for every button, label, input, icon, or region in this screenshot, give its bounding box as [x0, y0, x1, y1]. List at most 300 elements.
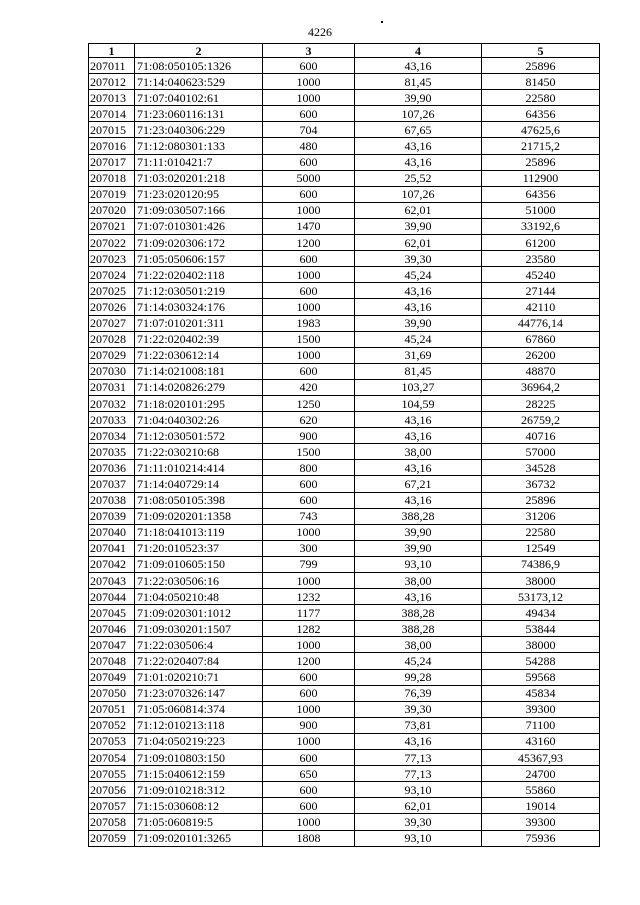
- table-row: [89, 218, 600, 234]
- rate-cell: 39,90: [355, 90, 482, 106]
- row-id-cell: 207013: [89, 90, 135, 106]
- cadastral-number-cell: 71:14:021008:181: [135, 363, 263, 379]
- row-id-cell: 207057: [89, 798, 135, 814]
- table-row: [89, 621, 600, 637]
- cadastral-number-cell: 71:12:030501:572: [135, 428, 263, 444]
- value-cell: 22580: [482, 90, 600, 106]
- value-cell: 28225: [482, 395, 600, 411]
- row-id-cell: 207026: [89, 299, 135, 315]
- row-id-cell: 207053: [89, 733, 135, 749]
- table-row: [89, 395, 600, 411]
- rate-cell: 45,24: [355, 267, 482, 283]
- table-row: [89, 186, 600, 202]
- value-cell: 44776,14: [482, 315, 600, 331]
- area-cell: 600: [263, 58, 355, 74]
- area-cell: 600: [263, 476, 355, 492]
- table-row: [89, 573, 600, 589]
- table-row: [89, 782, 600, 798]
- column-header: 4: [355, 44, 482, 58]
- cadastral-number-cell: 71:09:010803:150: [135, 750, 263, 766]
- row-id-cell: 207022: [89, 235, 135, 251]
- cadastral-number-cell: 71:23:020120:95: [135, 186, 263, 202]
- row-id-cell: 207034: [89, 428, 135, 444]
- value-cell: 49434: [482, 605, 600, 621]
- area-cell: 704: [263, 122, 355, 138]
- area-cell: 1000: [263, 573, 355, 589]
- value-cell: 33192,6: [482, 218, 600, 234]
- rate-cell: 43,16: [355, 492, 482, 508]
- value-cell: 51000: [482, 202, 600, 218]
- cadastral-number-cell: 71:08:050105:1326: [135, 58, 263, 74]
- rate-cell: 104,59: [355, 395, 482, 411]
- value-cell: 53844: [482, 621, 600, 637]
- table-row: [89, 347, 600, 363]
- rate-cell: 107,26: [355, 186, 482, 202]
- row-id-cell: 207027: [89, 315, 135, 331]
- cadastral-number-cell: 71:18:041013:119: [135, 524, 263, 540]
- cadastral-number-cell: 71:09:020306:172: [135, 235, 263, 251]
- value-cell: 22580: [482, 524, 600, 540]
- rate-cell: 388,28: [355, 508, 482, 524]
- cadastral-number-cell: 71:09:020101:3265: [135, 830, 263, 846]
- cadastral-number-cell: 71:09:030201:1507: [135, 621, 263, 637]
- row-id-cell: 207011: [89, 58, 135, 74]
- table-row: [89, 58, 600, 74]
- area-cell: 600: [263, 363, 355, 379]
- table-body: [89, 58, 600, 847]
- cadastral-number-cell: 71:22:030612:14: [135, 347, 263, 363]
- value-cell: 36732: [482, 476, 600, 492]
- row-id-cell: 207015: [89, 122, 135, 138]
- rate-cell: 38,00: [355, 444, 482, 460]
- value-cell: 112900: [482, 170, 600, 186]
- table-row: [89, 701, 600, 717]
- area-cell: 1808: [263, 830, 355, 846]
- data-table: [88, 43, 600, 847]
- cadastral-number-cell: 71:09:030507:166: [135, 202, 263, 218]
- cadastral-number-cell: 71:09:010218:312: [135, 782, 263, 798]
- rate-cell: 43,16: [355, 154, 482, 170]
- row-id-cell: 207049: [89, 669, 135, 685]
- table-row: [89, 202, 600, 218]
- area-cell: 620: [263, 412, 355, 428]
- cadastral-number-cell: 71:05:050606:157: [135, 251, 263, 267]
- area-cell: 1282: [263, 621, 355, 637]
- row-id-cell: 207019: [89, 186, 135, 202]
- row-id-cell: 207044: [89, 589, 135, 605]
- table-row: [89, 524, 600, 540]
- area-cell: 743: [263, 508, 355, 524]
- row-id-cell: 207048: [89, 653, 135, 669]
- column-header: 3: [263, 44, 355, 58]
- cadastral-number-cell: 71:12:030501:219: [135, 283, 263, 299]
- area-cell: 900: [263, 428, 355, 444]
- row-id-cell: 207045: [89, 605, 135, 621]
- row-id-cell: 207038: [89, 492, 135, 508]
- value-cell: 64356: [482, 106, 600, 122]
- table-row: [89, 74, 600, 90]
- rate-cell: 31,69: [355, 347, 482, 363]
- row-id-cell: 207031: [89, 379, 135, 395]
- row-id-cell: 207052: [89, 717, 135, 733]
- table-row: [89, 653, 600, 669]
- table-row: [89, 412, 600, 428]
- cadastral-number-cell: 71:03:020201:218: [135, 170, 263, 186]
- cadastral-number-cell: 71:23:070326:147: [135, 685, 263, 701]
- rate-cell: 43,16: [355, 460, 482, 476]
- rate-cell: 67,65: [355, 122, 482, 138]
- rate-cell: 43,16: [355, 283, 482, 299]
- value-cell: 12549: [482, 540, 600, 556]
- row-id-cell: 207018: [89, 170, 135, 186]
- area-cell: 1177: [263, 605, 355, 621]
- table-row: [89, 122, 600, 138]
- table-row: [89, 717, 600, 733]
- rate-cell: 45,24: [355, 331, 482, 347]
- cadastral-number-cell: 71:22:030210:68: [135, 444, 263, 460]
- row-id-cell: 207054: [89, 750, 135, 766]
- row-id-cell: 207050: [89, 685, 135, 701]
- area-cell: 1983: [263, 315, 355, 331]
- cadastral-number-cell: 71:07:010301:426: [135, 218, 263, 234]
- rate-cell: 43,16: [355, 138, 482, 154]
- rate-cell: 93,10: [355, 556, 482, 572]
- scan-speck: [381, 21, 383, 23]
- row-id-cell: 207055: [89, 766, 135, 782]
- table-row: [89, 251, 600, 267]
- row-id-cell: 207041: [89, 540, 135, 556]
- row-id-cell: 207043: [89, 573, 135, 589]
- value-cell: 57000: [482, 444, 600, 460]
- area-cell: 1200: [263, 653, 355, 669]
- area-cell: 900: [263, 717, 355, 733]
- value-cell: 64356: [482, 186, 600, 202]
- row-id-cell: 207037: [89, 476, 135, 492]
- rate-cell: 81,45: [355, 363, 482, 379]
- table-row: [89, 460, 600, 476]
- table-row: [89, 267, 600, 283]
- table-row: [89, 331, 600, 347]
- row-id-cell: 207021: [89, 218, 135, 234]
- cadastral-number-cell: 71:04:050210:48: [135, 589, 263, 605]
- row-id-cell: 207047: [89, 637, 135, 653]
- rate-cell: 39,90: [355, 218, 482, 234]
- area-cell: 1250: [263, 395, 355, 411]
- area-cell: 1000: [263, 202, 355, 218]
- value-cell: 38000: [482, 573, 600, 589]
- header-row: [89, 44, 600, 58]
- row-id-cell: 207029: [89, 347, 135, 363]
- row-id-cell: 207016: [89, 138, 135, 154]
- table-row: [89, 605, 600, 621]
- value-cell: 48870: [482, 363, 600, 379]
- value-cell: 47625,6: [482, 122, 600, 138]
- area-cell: 420: [263, 379, 355, 395]
- value-cell: 75936: [482, 830, 600, 846]
- column-header: 2: [135, 44, 263, 58]
- cadastral-number-cell: 71:05:060814:374: [135, 701, 263, 717]
- cadastral-number-cell: 71:14:040729:14: [135, 476, 263, 492]
- value-cell: 26759,2: [482, 412, 600, 428]
- table-row: [89, 235, 600, 251]
- row-id-cell: 207051: [89, 701, 135, 717]
- value-cell: 53173,12: [482, 589, 600, 605]
- row-id-cell: 207032: [89, 395, 135, 411]
- cadastral-number-cell: 71:23:060116:131: [135, 106, 263, 122]
- value-cell: 74386,9: [482, 556, 600, 572]
- area-cell: 1470: [263, 218, 355, 234]
- rate-cell: 43,16: [355, 299, 482, 315]
- area-cell: 1000: [263, 814, 355, 830]
- area-cell: 600: [263, 782, 355, 798]
- table-row: [89, 798, 600, 814]
- area-cell: 800: [263, 460, 355, 476]
- row-id-cell: 207028: [89, 331, 135, 347]
- cadastral-number-cell: 71:04:050219:223: [135, 733, 263, 749]
- column-header: 5: [482, 44, 600, 58]
- area-cell: 1000: [263, 299, 355, 315]
- area-cell: 1000: [263, 637, 355, 653]
- rate-cell: 43,16: [355, 733, 482, 749]
- table-row: [89, 283, 600, 299]
- area-cell: 1232: [263, 589, 355, 605]
- area-cell: 600: [263, 492, 355, 508]
- row-id-cell: 207042: [89, 556, 135, 572]
- rate-cell: 62,01: [355, 235, 482, 251]
- rate-cell: 43,16: [355, 428, 482, 444]
- area-cell: 600: [263, 251, 355, 267]
- cadastral-number-cell: 71:23:040306:229: [135, 122, 263, 138]
- row-id-cell: 207017: [89, 154, 135, 170]
- table-row: [89, 814, 600, 830]
- table-row: [89, 170, 600, 186]
- area-cell: 1000: [263, 733, 355, 749]
- rate-cell: 39,90: [355, 540, 482, 556]
- value-cell: 38000: [482, 637, 600, 653]
- cadastral-number-cell: 71:12:010213:118: [135, 717, 263, 733]
- rate-cell: 77,13: [355, 750, 482, 766]
- value-cell: 19014: [482, 798, 600, 814]
- table-row: [89, 363, 600, 379]
- cadastral-number-cell: 71:22:030506:4: [135, 637, 263, 653]
- area-cell: 1500: [263, 331, 355, 347]
- page-number: 4226: [308, 25, 332, 39]
- area-cell: 1000: [263, 701, 355, 717]
- value-cell: 45367,93: [482, 750, 600, 766]
- value-cell: 25896: [482, 58, 600, 74]
- row-id-cell: 207058: [89, 814, 135, 830]
- rate-cell: 99,28: [355, 669, 482, 685]
- rate-cell: 103,27: [355, 379, 482, 395]
- table-row: [89, 540, 600, 556]
- value-cell: 45834: [482, 685, 600, 701]
- table-row: [89, 830, 600, 846]
- rate-cell: 39,30: [355, 701, 482, 717]
- row-id-cell: 207014: [89, 106, 135, 122]
- row-id-cell: 207033: [89, 412, 135, 428]
- rate-cell: 43,16: [355, 589, 482, 605]
- cadastral-number-cell: 71:09:020201:1358: [135, 508, 263, 524]
- rate-cell: 39,90: [355, 524, 482, 540]
- row-id-cell: 207012: [89, 74, 135, 90]
- table-row: [89, 685, 600, 701]
- table-row: [89, 492, 600, 508]
- rate-cell: 39,90: [355, 315, 482, 331]
- value-cell: 61200: [482, 235, 600, 251]
- row-id-cell: 207035: [89, 444, 135, 460]
- row-id-cell: 207059: [89, 830, 135, 846]
- rate-cell: 39,30: [355, 251, 482, 267]
- value-cell: 25896: [482, 492, 600, 508]
- area-cell: 600: [263, 154, 355, 170]
- row-id-cell: 207040: [89, 524, 135, 540]
- area-cell: 600: [263, 283, 355, 299]
- rate-cell: 77,13: [355, 766, 482, 782]
- rate-cell: 67,21: [355, 476, 482, 492]
- value-cell: 21715,2: [482, 138, 600, 154]
- area-cell: 600: [263, 186, 355, 202]
- area-cell: 600: [263, 798, 355, 814]
- cadastral-number-cell: 71:14:020826:279: [135, 379, 263, 395]
- rate-cell: 388,28: [355, 605, 482, 621]
- table-row: [89, 733, 600, 749]
- area-cell: 600: [263, 685, 355, 701]
- area-cell: 600: [263, 669, 355, 685]
- area-cell: 1000: [263, 267, 355, 283]
- value-cell: 36964,2: [482, 379, 600, 395]
- value-cell: 31206: [482, 508, 600, 524]
- area-cell: 650: [263, 766, 355, 782]
- row-id-cell: 207046: [89, 621, 135, 637]
- row-id-cell: 207039: [89, 508, 135, 524]
- area-cell: 1000: [263, 347, 355, 363]
- row-id-cell: 207023: [89, 251, 135, 267]
- table-row: [89, 138, 600, 154]
- value-cell: 23580: [482, 251, 600, 267]
- table-row: [89, 154, 600, 170]
- table-row: [89, 90, 600, 106]
- rate-cell: 25,52: [355, 170, 482, 186]
- rate-cell: 62,01: [355, 202, 482, 218]
- row-id-cell: 207020: [89, 202, 135, 218]
- rate-cell: 38,00: [355, 637, 482, 653]
- value-cell: 81450: [482, 74, 600, 90]
- value-cell: 42110: [482, 299, 600, 315]
- row-id-cell: 207030: [89, 363, 135, 379]
- value-cell: 59568: [482, 669, 600, 685]
- value-cell: 25896: [482, 154, 600, 170]
- table-row: [89, 589, 600, 605]
- area-cell: 1000: [263, 90, 355, 106]
- table-row: [89, 428, 600, 444]
- cadastral-number-cell: 71:14:040623:529: [135, 74, 263, 90]
- column-header: 1: [89, 44, 135, 58]
- cadastral-number-cell: 71:09:010605:150: [135, 556, 263, 572]
- cadastral-number-cell: 71:11:010421:7: [135, 154, 263, 170]
- cadastral-number-cell: 71:15:040612:159: [135, 766, 263, 782]
- rate-cell: 81,45: [355, 74, 482, 90]
- cadastral-number-cell: 71:22:020407:84: [135, 653, 263, 669]
- value-cell: 39300: [482, 814, 600, 830]
- rate-cell: 93,10: [355, 830, 482, 846]
- value-cell: 26200: [482, 347, 600, 363]
- table-row: [89, 106, 600, 122]
- cadastral-number-cell: 71:07:010201:311: [135, 315, 263, 331]
- area-cell: 799: [263, 556, 355, 572]
- cadastral-number-cell: 71:07:040102:61: [135, 90, 263, 106]
- rate-cell: 45,24: [355, 653, 482, 669]
- rate-cell: 76,39: [355, 685, 482, 701]
- value-cell: 27144: [482, 283, 600, 299]
- table-row: [89, 444, 600, 460]
- table-row: [89, 379, 600, 395]
- area-cell: 480: [263, 138, 355, 154]
- cadastral-number-cell: 71:22:020402:118: [135, 267, 263, 283]
- area-cell: 600: [263, 750, 355, 766]
- area-cell: 300: [263, 540, 355, 556]
- rate-cell: 388,28: [355, 621, 482, 637]
- table-row: [89, 669, 600, 685]
- rate-cell: 107,26: [355, 106, 482, 122]
- rate-cell: 43,16: [355, 412, 482, 428]
- cadastral-number-cell: 71:15:030608:12: [135, 798, 263, 814]
- table-row: [89, 315, 600, 331]
- cadastral-number-cell: 71:01:020210:71: [135, 669, 263, 685]
- rate-cell: 43,16: [355, 58, 482, 74]
- value-cell: 45240: [482, 267, 600, 283]
- area-cell: 600: [263, 106, 355, 122]
- value-cell: 43160: [482, 733, 600, 749]
- value-cell: 54288: [482, 653, 600, 669]
- cadastral-number-cell: 71:04:040302:26: [135, 412, 263, 428]
- area-cell: 1000: [263, 524, 355, 540]
- row-id-cell: 207036: [89, 460, 135, 476]
- rate-cell: 62,01: [355, 798, 482, 814]
- value-cell: 55860: [482, 782, 600, 798]
- value-cell: 40716: [482, 428, 600, 444]
- table-row: [89, 299, 600, 315]
- row-id-cell: 207025: [89, 283, 135, 299]
- area-cell: 1000: [263, 74, 355, 90]
- value-cell: 34528: [482, 460, 600, 476]
- cadastral-number-cell: 71:09:020301:1012: [135, 605, 263, 621]
- rate-cell: 73,81: [355, 717, 482, 733]
- row-id-cell: 207056: [89, 782, 135, 798]
- cadastral-number-cell: 71:12:080301:133: [135, 138, 263, 154]
- row-id-cell: 207024: [89, 267, 135, 283]
- cadastral-number-cell: 71:20:010523:37: [135, 540, 263, 556]
- cadastral-number-cell: 71:14:030324:176: [135, 299, 263, 315]
- table-row: [89, 556, 600, 572]
- area-cell: 1500: [263, 444, 355, 460]
- rate-cell: 93,10: [355, 782, 482, 798]
- cadastral-number-cell: 71:05:060819:5: [135, 814, 263, 830]
- area-cell: 1200: [263, 235, 355, 251]
- table-row: [89, 750, 600, 766]
- cadastral-number-cell: 71:18:020101:295: [135, 395, 263, 411]
- table-row: [89, 476, 600, 492]
- table-row: [89, 637, 600, 653]
- cadastral-number-cell: 71:08:050105:398: [135, 492, 263, 508]
- cadastral-number-cell: 71:22:030506:16: [135, 573, 263, 589]
- value-cell: 39300: [482, 701, 600, 717]
- cadastral-number-cell: 71:11:010214:414: [135, 460, 263, 476]
- table-row: [89, 766, 600, 782]
- area-cell: 5000: [263, 170, 355, 186]
- value-cell: 67860: [482, 331, 600, 347]
- table-row: [89, 508, 600, 524]
- value-cell: 24700: [482, 766, 600, 782]
